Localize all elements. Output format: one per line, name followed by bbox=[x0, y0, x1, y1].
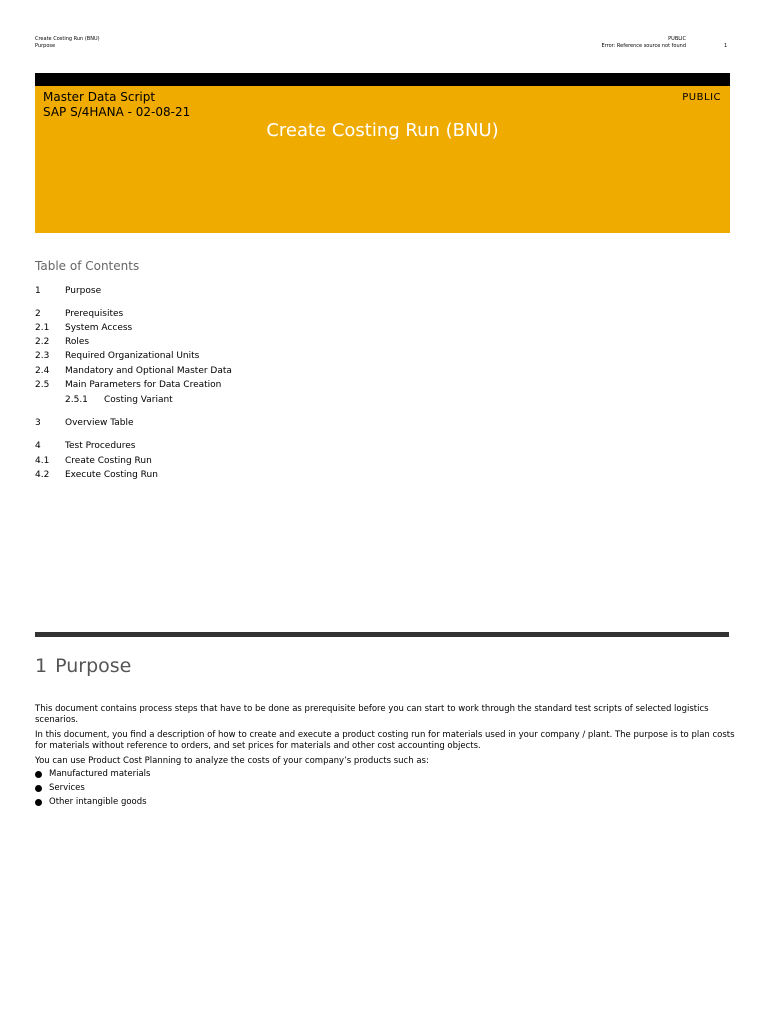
toc-entry-number: 4 bbox=[35, 441, 41, 451]
toc-entry-label: Create Costing Run bbox=[65, 456, 152, 466]
toc-entry-label: Roles bbox=[65, 337, 90, 347]
toc-title: Table of Contents bbox=[35, 259, 140, 273]
toc-entry-number: 2.4 bbox=[35, 366, 50, 376]
toc-entry-number: 2.5.1 bbox=[65, 395, 88, 405]
section-divider bbox=[35, 632, 729, 637]
toc-entry-label: Prerequisites bbox=[65, 309, 124, 319]
page-header-right bbox=[602, 36, 686, 50]
header-section-name: Purpose bbox=[35, 43, 56, 49]
banner-document-type: Master Data Script bbox=[43, 90, 156, 104]
toc-entry-number: 1 bbox=[35, 286, 41, 296]
cover-banner bbox=[35, 86, 730, 233]
toc-entry-number: 2.2 bbox=[35, 337, 50, 347]
page-header-left bbox=[35, 36, 100, 50]
toc-entry-label: System Access bbox=[65, 323, 133, 333]
toc-entry-label: Test Procedures bbox=[65, 441, 136, 451]
header-classification: PUBLIC bbox=[668, 36, 686, 42]
cover-top-bar bbox=[35, 73, 730, 86]
purpose-paragraph: This document contains process steps that have to be done as prerequisite before you can start to work through the standard test scripts of selected logistics scenarios. bbox=[35, 704, 709, 725]
section-title: Purpose bbox=[55, 655, 132, 677]
banner-classification: PUBLIC bbox=[682, 92, 721, 103]
header-document-title: Create Costing Run (BNU) bbox=[35, 36, 100, 42]
toc-entry-number: 2.3 bbox=[35, 351, 50, 361]
document-title: Create Costing Run (BNU) bbox=[266, 120, 499, 141]
bullet-label: Other intangible goods bbox=[49, 797, 147, 807]
toc-entry-number: 4.2 bbox=[35, 470, 50, 480]
purpose-paragraph: In this document, you find a description of how to create and execute a product costing run for materials used in your company / plant. The purpose is to plan costs for materials without reference to orders, and set prices for materials and other cost accounting objects. bbox=[35, 730, 735, 751]
banner-product-version: SAP S/4HANA - 02-08-21 bbox=[43, 105, 191, 119]
toc-entry-label: Execute Costing Run bbox=[65, 470, 158, 480]
toc-entry-label: Mandatory and Optional Master Data bbox=[65, 366, 232, 376]
toc-entry-number: 3 bbox=[35, 418, 41, 428]
toc-entry-number: 2 bbox=[35, 309, 41, 319]
bullet-label: Manufactured materials bbox=[49, 769, 151, 779]
toc-entry-number: 2.5 bbox=[35, 380, 50, 390]
toc-entry-label: Main Parameters for Data Creation bbox=[65, 380, 222, 390]
header-reference-error: Error: Reference source not found bbox=[601, 43, 686, 49]
purpose-paragraph: You can use Product Cost Planning to analyze the costs of your company’s products such as: bbox=[35, 756, 429, 766]
bullet-label: Services bbox=[49, 783, 85, 793]
toc-entry-label: Purpose bbox=[65, 286, 102, 296]
toc-entry-label: Costing Variant bbox=[104, 395, 173, 405]
bullet-icon bbox=[35, 771, 42, 778]
section-heading bbox=[35, 654, 131, 678]
bullet-icon bbox=[35, 785, 42, 792]
toc-entry-label: Required Organizational Units bbox=[65, 351, 200, 361]
toc-entry-number: 2.1 bbox=[35, 323, 50, 333]
toc-entry-number: 4.1 bbox=[35, 456, 50, 466]
toc-entry-label: Overview Table bbox=[65, 418, 134, 428]
page-number: 1 bbox=[724, 43, 728, 49]
section-number: 1 bbox=[35, 655, 48, 677]
bullet-icon bbox=[35, 799, 42, 806]
